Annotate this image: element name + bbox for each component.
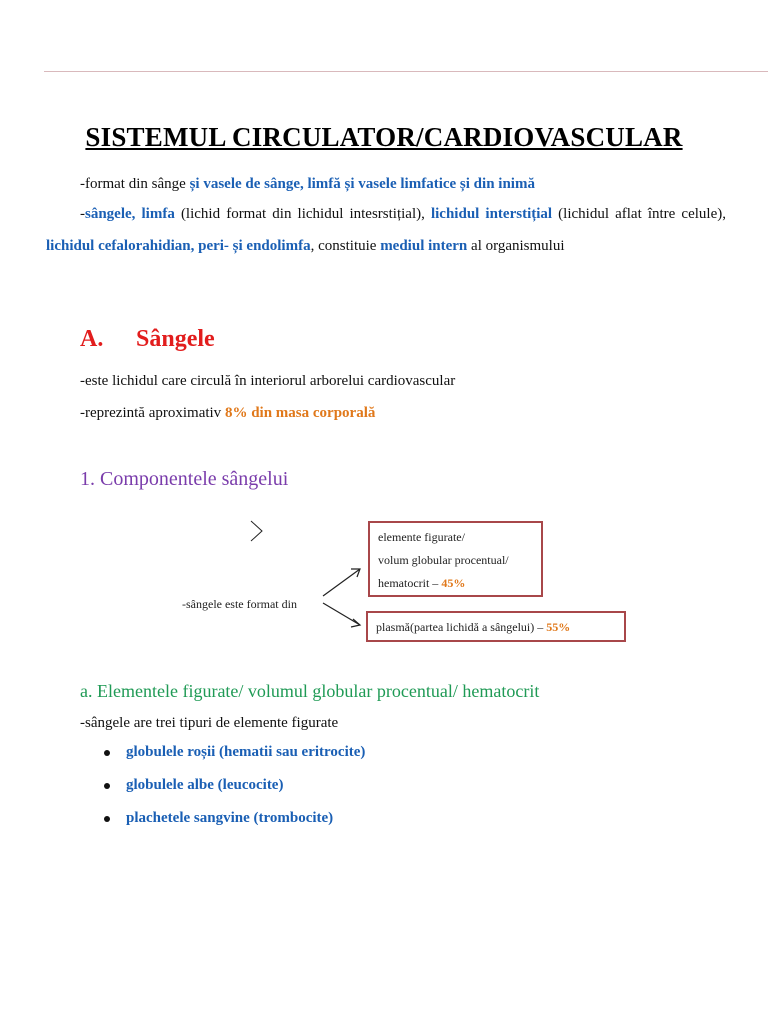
box1-line-3 xyxy=(378,572,533,595)
list-item xyxy=(98,744,365,777)
section-1-number: 1. xyxy=(80,468,95,490)
list-item-label: globulele albe (leucocite) xyxy=(126,777,284,793)
line2-highlight: 8% din masa corporală xyxy=(224,405,376,421)
section-a-title: Sângele xyxy=(136,326,215,352)
list-item-label: plachetele sangvine (trombocite) xyxy=(126,810,334,826)
blood-components-diagram xyxy=(0,505,768,655)
list-item xyxy=(98,810,365,843)
diagram-label: -sângele este format din xyxy=(182,597,297,611)
section-a-line-2 xyxy=(80,405,375,422)
intro-paragraph-1 xyxy=(46,168,726,200)
section-1-heading xyxy=(80,468,288,491)
bullet-icon xyxy=(104,816,110,822)
section-a-number: A. xyxy=(80,326,104,352)
line2-text: -reprezintă aproximativ xyxy=(80,405,225,421)
highlight-sangele-limfa: sângele, limfa xyxy=(85,206,175,222)
text-segment: , constituie xyxy=(310,238,381,254)
arrow-down-line xyxy=(323,603,360,625)
subsection-a-heading xyxy=(80,681,539,702)
page-title: SISTEMUL CIRCULATOR/CARDIOVASCULAR xyxy=(85,122,683,152)
subsection-a-number: a. xyxy=(80,681,93,701)
text-segment: (lichidul aflat între celule), xyxy=(552,206,726,222)
section-a-line-1: -este lichidul care circulă în interiorul arborelui cardiovascular xyxy=(80,373,456,389)
hematocrit-percent: 45% xyxy=(441,576,466,590)
list-item-label: globulele roșii (hematii sau eritrocite) xyxy=(126,744,366,760)
text-segment: (lichid format din lichidul intesrstițial), xyxy=(174,206,431,222)
arrow-up-line xyxy=(323,569,360,596)
plasma-percent: 55% xyxy=(546,620,571,634)
formed-elements-box xyxy=(368,521,543,597)
plasma-box xyxy=(366,611,626,642)
bullet-icon xyxy=(104,750,110,756)
plasma-text: plasmă(partea lichidă a sângelui) – xyxy=(376,620,547,634)
box1-line-2: volum globular procentual/ xyxy=(378,553,509,567)
section-1-title: Componentele sângelui xyxy=(95,468,289,490)
chevron-right-icon xyxy=(251,521,262,541)
formed-elements-list xyxy=(98,744,365,843)
intro-highlight: și vasele de sânge, limfă și vasele limfatice și din inimă xyxy=(189,176,535,192)
section-a-heading xyxy=(80,326,215,353)
highlight-lichidul-cefalorahidian: lichidul cefalorahidian, peri- și endolimfa xyxy=(46,238,311,254)
text-segment: al organismului xyxy=(467,238,565,254)
intro-paragraph-2 xyxy=(46,198,726,262)
dash-text: - xyxy=(80,206,85,222)
box1-line-1: elemente figurate/ xyxy=(378,530,465,544)
types-line: -sângele are trei tipuri de elemente figurate xyxy=(80,715,339,731)
top-divider xyxy=(44,71,768,72)
subsection-a-title: Elementele figurate/ volumul globular procentual/ hematocrit xyxy=(92,681,540,701)
box1-line-3-text: hematocrit – xyxy=(378,576,442,590)
list-item xyxy=(98,777,365,810)
highlight-lichidul-interstitial: lichidul interstițial xyxy=(430,206,553,222)
intro-text: -format din sânge xyxy=(80,176,190,192)
highlight-mediul-intern: mediul intern xyxy=(380,238,468,254)
bullet-icon xyxy=(104,783,110,789)
